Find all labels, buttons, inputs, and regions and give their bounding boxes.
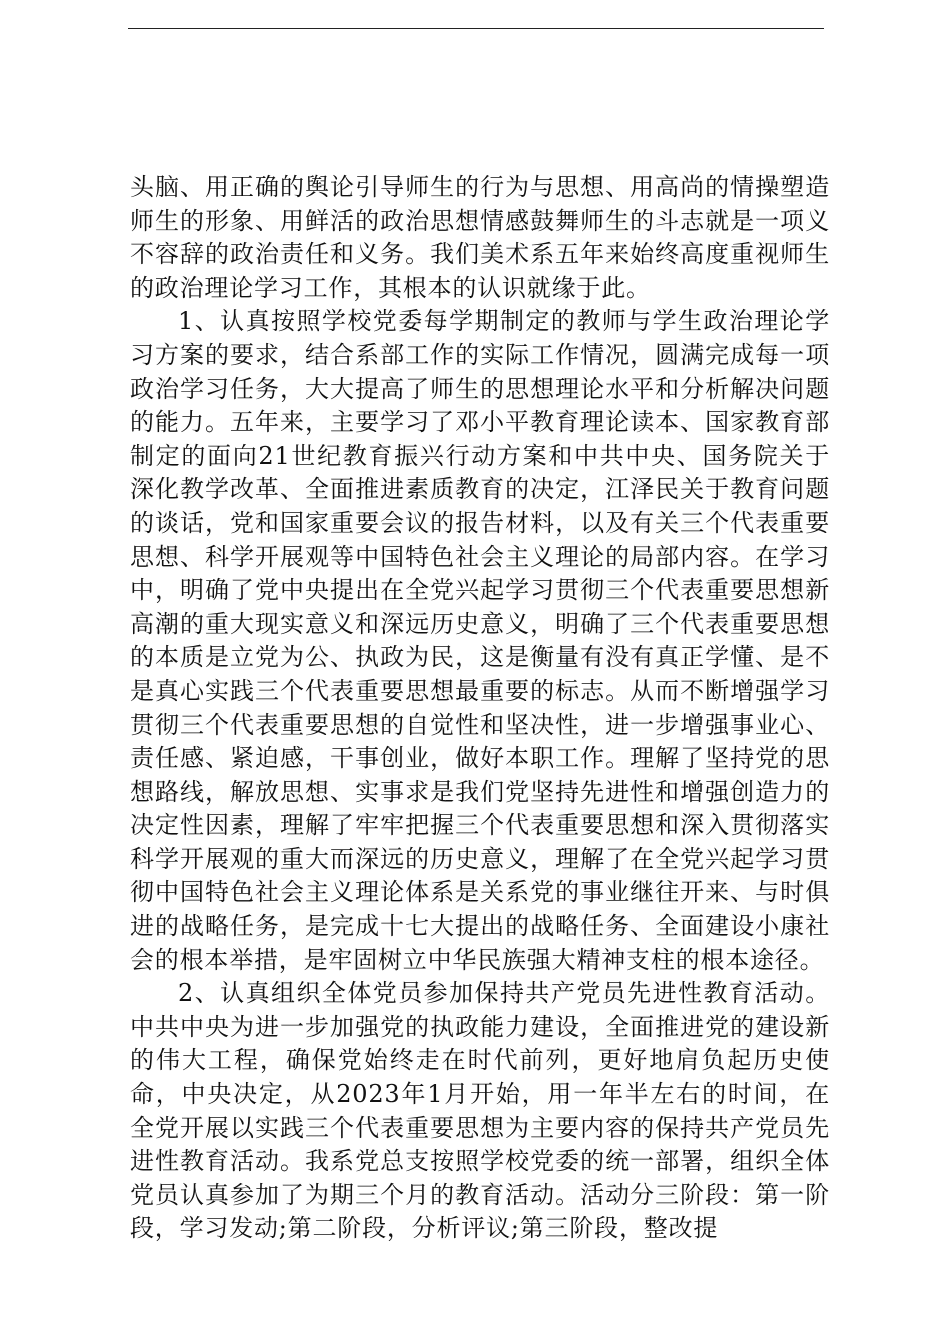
header-rule <box>128 28 824 29</box>
document-body <box>130 171 830 1246</box>
paragraph-continuation: 头脑、用正确的舆论引导师生的行为与思想、用高尚的情操塑造师生的形象、用鲜活的政治思想情感鼓舞师生的斗志就是一项义不容辞的政治责任和义务。我们美术系五年来始终高度重视师生的政治理论学习工作，其根本的认识就缘于此。 <box>130 173 830 302</box>
paragraph-item-1: 1、认真按照学校党委每学期制定的教师与学生政治理论学习方案的要求，结合系部工作的实际工作情况，圆满完成每一项政治学习任务，大大提高了师生的思想理论水平和分析解决问题的能力。五年来，主要学习了邓小平教育理论读本、国家教育部制定的面向21世纪教育振兴行动方案和中共中央、国务院关于深化教学改革、全面推进素质教育的决定，江泽民关于教育问题的谈话，党和国家重要会议的报告材料，以及有关三个代表重要思想、科学开展观等中国特色社会主义理论的局部内容。在学习中，明确了党中央提出在全党兴起学习贯彻三个代表重要思想新高潮的重大现实意义和深远历史意义，明确了三个代表重要思想的本质是立党为公、执政为民，这是衡量有没有真正学懂、是不是真心实践三个代表重要思想最重要的标志。从而不断增强学习贯彻三个代表重要思想的自觉性和坚决性，进一步增强事业心、责任感、紧迫感，干事创业，做好本职工作。理解了坚持党的思想路线，解放思想、实事求是我们党坚持先进性和增强创造力的决定性因素，理解了牢牢把握三个代表重要思想和深入贯彻落实科学开展观的重大而深远的历史意义，理解了在全党兴起学习贯彻中国特色社会主义理论体系是关系党的事业继往开来、与时俱进的战略任务，是完成十七大提出的战略任务、全面建设小康社会的根本举措，是牢固树立中华民族强大精神支柱的根本途径。 <box>130 307 830 974</box>
paragraph-item-2: 2、认真组织全体党员参加保持共产党员先进性教育活动。中共中央为进一步加强党的执政能力建设，全面推进党的建设新的伟大工程，确保党始终走在时代前列，更好地肩负起历史使命，中央决定，从2023年1月开始，用一年半左右的时间，在全党开展以实践三个代表重要思想为主要内容的保持共产党员先进性教育活动。我系党总支按照学校党委的统一部署，组织全体党员认真参加了为期三个月的教育活动。活动分三阶段：第一阶段，学习发动;第二阶段，分析评议;第三阶段，整改提 <box>130 979 830 1243</box>
